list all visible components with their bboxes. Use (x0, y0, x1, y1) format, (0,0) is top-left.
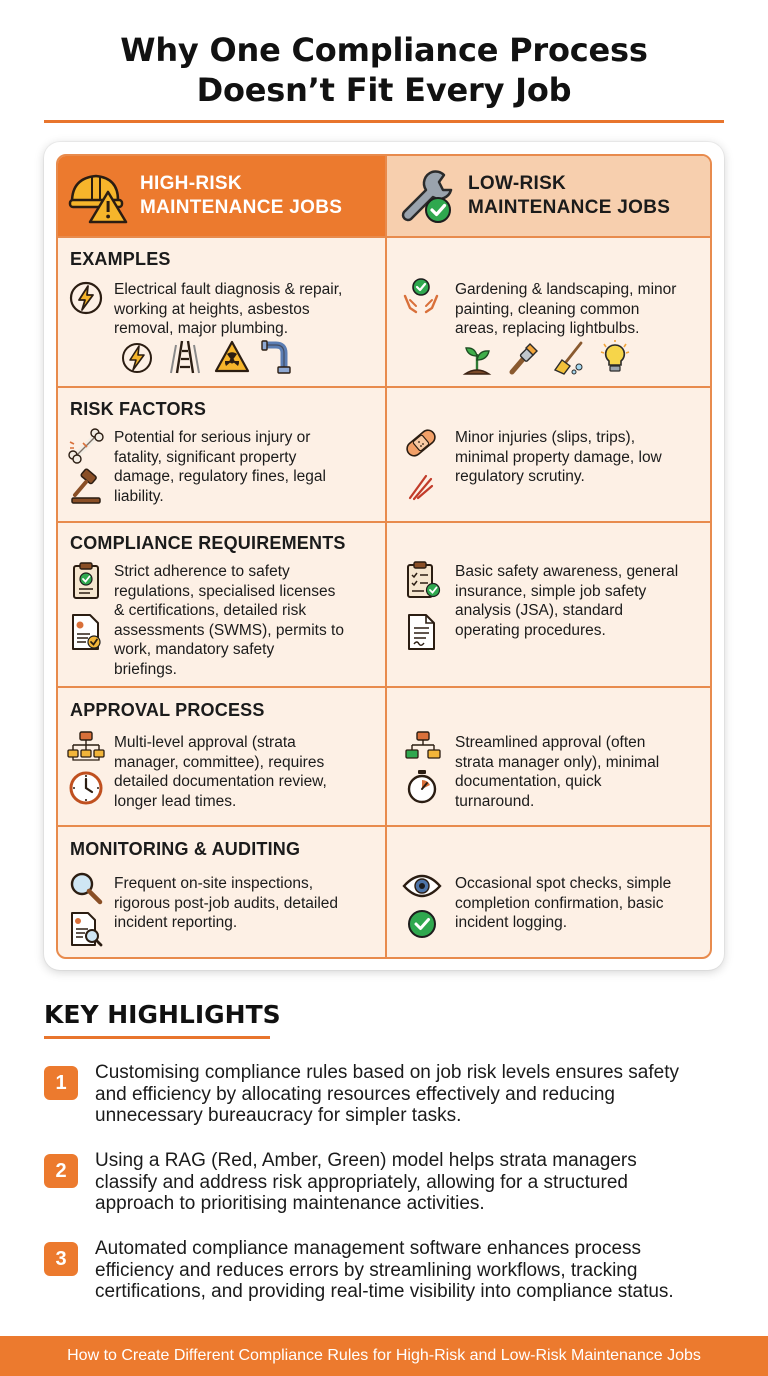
text-line: classify and address risk appropriately, allowing for a structured (95, 1171, 628, 1193)
text-line: analysis (JSA), standard (455, 602, 623, 619)
text-line: fatality, significant property (114, 448, 297, 466)
section-title-monitoring-auditing: MONITORING & AUDITING (70, 839, 301, 859)
highlight-number-badge: 3 (44, 1242, 78, 1276)
text-line: Frequent on-site inspections, (114, 875, 314, 892)
row-divider (58, 686, 712, 688)
hazard-warning-icon (214, 339, 250, 375)
text-line: Strict adherence to safety (114, 563, 290, 580)
header-low-risk (386, 156, 710, 236)
paintbrush-icon (506, 340, 540, 376)
checklist-icon (404, 560, 442, 600)
comparison-table (56, 154, 712, 959)
risk-factors-high-text (114, 428, 382, 506)
compliance-low-text (455, 562, 710, 640)
text-line: Basic safety awareness, general (455, 563, 679, 580)
key-highlights-divider (44, 1036, 270, 1039)
header-low-line-2: MAINTENANCE JOBS (468, 197, 671, 218)
magnifier-icon (68, 870, 104, 906)
text-line: approach to prioritising maintenance activities. (95, 1193, 485, 1214)
approval-low-text (455, 733, 710, 811)
lightning-icon (68, 280, 104, 316)
text-line: Automated compliance management software enhances process (95, 1238, 642, 1259)
text-line: removal, major plumbing. (114, 320, 289, 337)
page-title-line-2: Doesn’t Fit Every Job (196, 71, 572, 109)
monitoring-high-text (114, 874, 382, 933)
clock-icon (68, 770, 104, 806)
ladder-icon (168, 339, 202, 375)
page-title (0, 30, 768, 110)
text-line: incident logging. (455, 914, 568, 931)
highlight-text (95, 1238, 735, 1303)
text-line: certifications, and providing real-time visibility into compliance status. (95, 1281, 674, 1302)
examples-high-text (114, 280, 382, 339)
comparison-card (44, 142, 724, 970)
lightbulb-icon (598, 340, 632, 376)
text-line: areas, replacing lightbulbs. (455, 320, 640, 337)
text-line: documentation, quick (455, 773, 602, 790)
text-line: work, mandatory safety (114, 641, 275, 658)
examples-low-text (455, 280, 710, 339)
highlight-number-badge: 2 (44, 1154, 78, 1188)
highlight-number-badge: 1 (44, 1066, 78, 1100)
text-line: unnecessary bureaucracy for simpler tasks. (95, 1105, 462, 1126)
text-line: efficiency and reduces errors by streamlining workflows, tracking (95, 1259, 638, 1281)
risk-factors-low-text (455, 428, 710, 487)
column-divider (385, 156, 387, 959)
text-line: Using a RAG (Red, Amber, Green) model helps strata managers (95, 1150, 637, 1171)
certificate-check-icon (68, 562, 104, 602)
text-line: and efficiency by allocating resources effectively and reducing (95, 1083, 615, 1105)
text-line: completion confirmation, basic (455, 894, 664, 912)
text-line: operating procedures. (455, 621, 606, 639)
highlight-text (95, 1062, 735, 1127)
header-high-line-2: MAINTENANCE JOBS (140, 197, 343, 218)
bandage-icon (402, 424, 440, 462)
gavel-icon (68, 468, 106, 506)
section-title-compliance-requirements: COMPLIANCE REQUIREMENTS (70, 533, 346, 553)
text-line: regulatory scrutiny. (455, 468, 585, 485)
electric-hazard-icon (120, 341, 154, 375)
section-title-risk-factors: RISK FACTORS (70, 399, 207, 419)
text-line: Multi-level approval (strata (114, 734, 296, 751)
row-divider (58, 825, 712, 827)
broken-bone-icon (68, 426, 104, 464)
document-approval-icon (68, 612, 104, 652)
row-divider (58, 236, 712, 238)
org-chart-icon (66, 730, 106, 766)
monitoring-low-text (455, 874, 710, 933)
header-low-line-1: LOW-RISK (468, 173, 567, 194)
header-low-risk-label (468, 172, 670, 220)
title-divider (44, 120, 724, 123)
text-line: detailed documentation review, (114, 773, 327, 790)
document-icon (404, 612, 440, 652)
stopwatch-icon (405, 769, 439, 805)
text-line: Gardening & landscaping, minor (455, 281, 677, 298)
key-highlights-title: KEY HIGHLIGHTS (44, 1000, 281, 1029)
approval-high-text (114, 733, 382, 811)
simple-flow-icon (404, 730, 442, 764)
text-line: Minor injuries (slips, trips), (455, 429, 636, 446)
scratch-icon (404, 468, 438, 502)
text-line: Potential for serious injury or (114, 429, 311, 446)
text-line: liability. (114, 487, 164, 505)
header-high-risk-label (140, 172, 342, 220)
text-line: regulations, specialised licenses (114, 582, 336, 600)
text-line: Electrical fault diagnosis & repair, (114, 281, 343, 298)
check-circle-icon (406, 908, 438, 940)
page-title-line-1: Why One Compliance Process (120, 31, 648, 69)
text-line: briefings. (114, 660, 177, 678)
text-line: longer lead times. (114, 792, 237, 810)
text-line: turnaround. (455, 792, 535, 810)
section-title-approval-process: APPROVAL PROCESS (70, 700, 265, 720)
text-line: strata manager only), minimal (455, 753, 660, 771)
mop-icon (552, 340, 586, 376)
text-line: insurance, simple job safety (455, 582, 647, 600)
hard-hat-warning-icon (68, 166, 130, 226)
highlight-text (95, 1150, 735, 1215)
section-title-examples: EXAMPLES (70, 249, 171, 269)
hands-check-icon (402, 276, 440, 316)
header-high-line-1: HIGH-RISK (140, 173, 242, 194)
text-line: rigorous post-job audits, detailed (114, 894, 339, 912)
text-line: minimal property damage, low (455, 448, 662, 466)
text-line: Occasional spot checks, simple (455, 875, 672, 892)
text-line: working at heights, asbestos (114, 300, 310, 318)
footer-banner: How to Create Different Compliance Rules for High-Risk and Low-Risk Maintenance Jobs (0, 1336, 768, 1376)
wrench-check-icon (396, 166, 458, 226)
row-divider (58, 386, 712, 388)
text-line: manager, committee), requires (114, 753, 325, 771)
plant-icon (460, 340, 494, 376)
eye-icon (402, 872, 442, 900)
text-line: incident reporting. (114, 914, 238, 931)
pipe-icon (260, 339, 300, 377)
text-line: Customising compliance rules based on job risk levels ensures safety (95, 1062, 679, 1083)
compliance-high-text (114, 562, 382, 679)
text-line: & certifications, detailed risk (114, 602, 307, 619)
audit-document-icon (68, 910, 104, 948)
text-line: damage, regulatory fines, legal (114, 468, 326, 485)
row-divider (58, 521, 712, 523)
text-line: Streamlined approval (often (455, 734, 646, 751)
text-line: painting, cleaning common (455, 300, 640, 318)
header-high-risk (58, 156, 386, 236)
text-line: assessments (SWMS), permits to (114, 621, 344, 639)
